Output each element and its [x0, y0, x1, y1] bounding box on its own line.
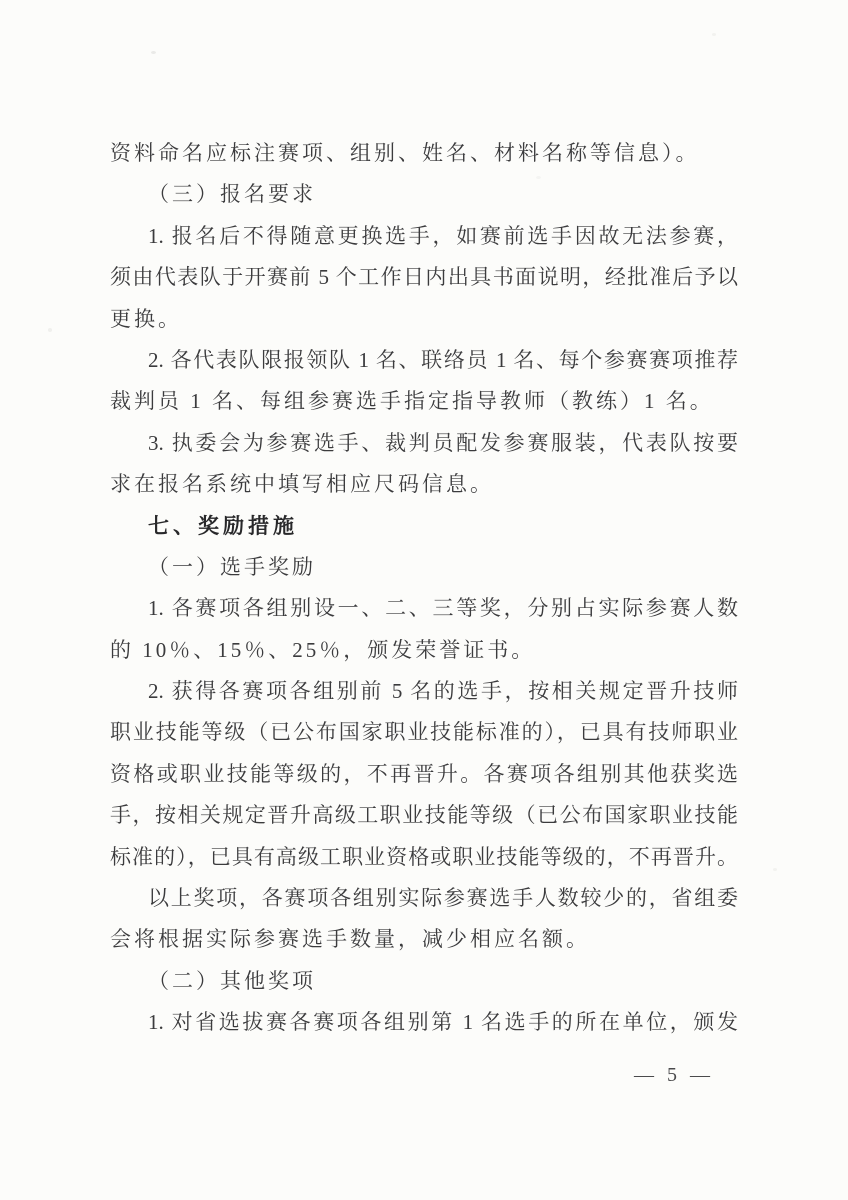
- document-line: 1. 各赛项各组别设一、二、三等奖，分别占实际参赛人数: [148, 596, 738, 621]
- document-line: 手，按相关规定晋升高级工职业技能等级（已公布国家职业技能: [110, 803, 738, 828]
- document-line: 裁判员 1 名、每组参赛选手指定指导教师（教练）1 名。: [110, 389, 714, 414]
- document-line: 资格或职业技能等级的，不再晋升。各赛项各组别其他获奖选: [110, 761, 738, 786]
- document-line: 更换。: [110, 306, 182, 331]
- document-body: [110, 133, 738, 1044]
- footer-dash-left: —: [634, 1064, 654, 1086]
- document-line: 标准的），已具有高级工职业资格或职业技能等级的，不再晋升。: [110, 844, 738, 869]
- sub-heading: （三）报名要求: [148, 182, 316, 207]
- document-line: 会将根据实际参赛选手数量，减少相应名额。: [110, 927, 590, 952]
- document-line: 须由代表队于开赛前 5 个工作日内出具书面说明，经批准后予以: [110, 265, 738, 290]
- scan-artifact: [712, 33, 716, 36]
- document-line: 3. 执委会为参赛选手、裁判员配发参赛服装，代表队按要: [148, 430, 738, 455]
- page-number: 5: [667, 1064, 677, 1086]
- document-line: 职业技能等级（已公布国家职业技能标准的），已具有技师职业: [110, 720, 738, 745]
- scan-artifact: [48, 328, 52, 332]
- sub-heading: （二）其他奖项: [148, 968, 316, 993]
- document-line: 资料命名应标注赛项、组别、姓名、材料名称等信息）。: [110, 141, 700, 165]
- document-line: 2. 获得各赛项各组别前 5 名的选手，按相关规定晋升技师: [148, 679, 738, 704]
- page-footer: [634, 1063, 710, 1087]
- document-line: 2. 各代表队限报领队 1 名、联络员 1 名、每个参赛赛项推荐: [148, 347, 738, 372]
- document-line: 1. 报名后不得随意更换选手，如赛前选手因故无法参赛，: [148, 223, 738, 248]
- scan-artifact: [151, 51, 156, 54]
- document-line: 求在报名系统中填写相应尺码信息。: [110, 472, 494, 497]
- document-line: 的 10％、15％、25％，颁发荣誉证书。: [110, 637, 536, 662]
- sub-heading: （一）选手奖励: [148, 554, 316, 579]
- footer-dash-right: —: [690, 1064, 710, 1086]
- document-line: 以上奖项，各赛项各组别实际参赛选手人数较少的，省组委: [148, 886, 738, 911]
- section-heading: 七、奖励措施: [148, 514, 298, 538]
- scan-artifact: [773, 868, 777, 871]
- document-line: 1. 对省选拔赛各赛项各组别第 1 名选手的所在单位，颁发: [148, 1010, 738, 1035]
